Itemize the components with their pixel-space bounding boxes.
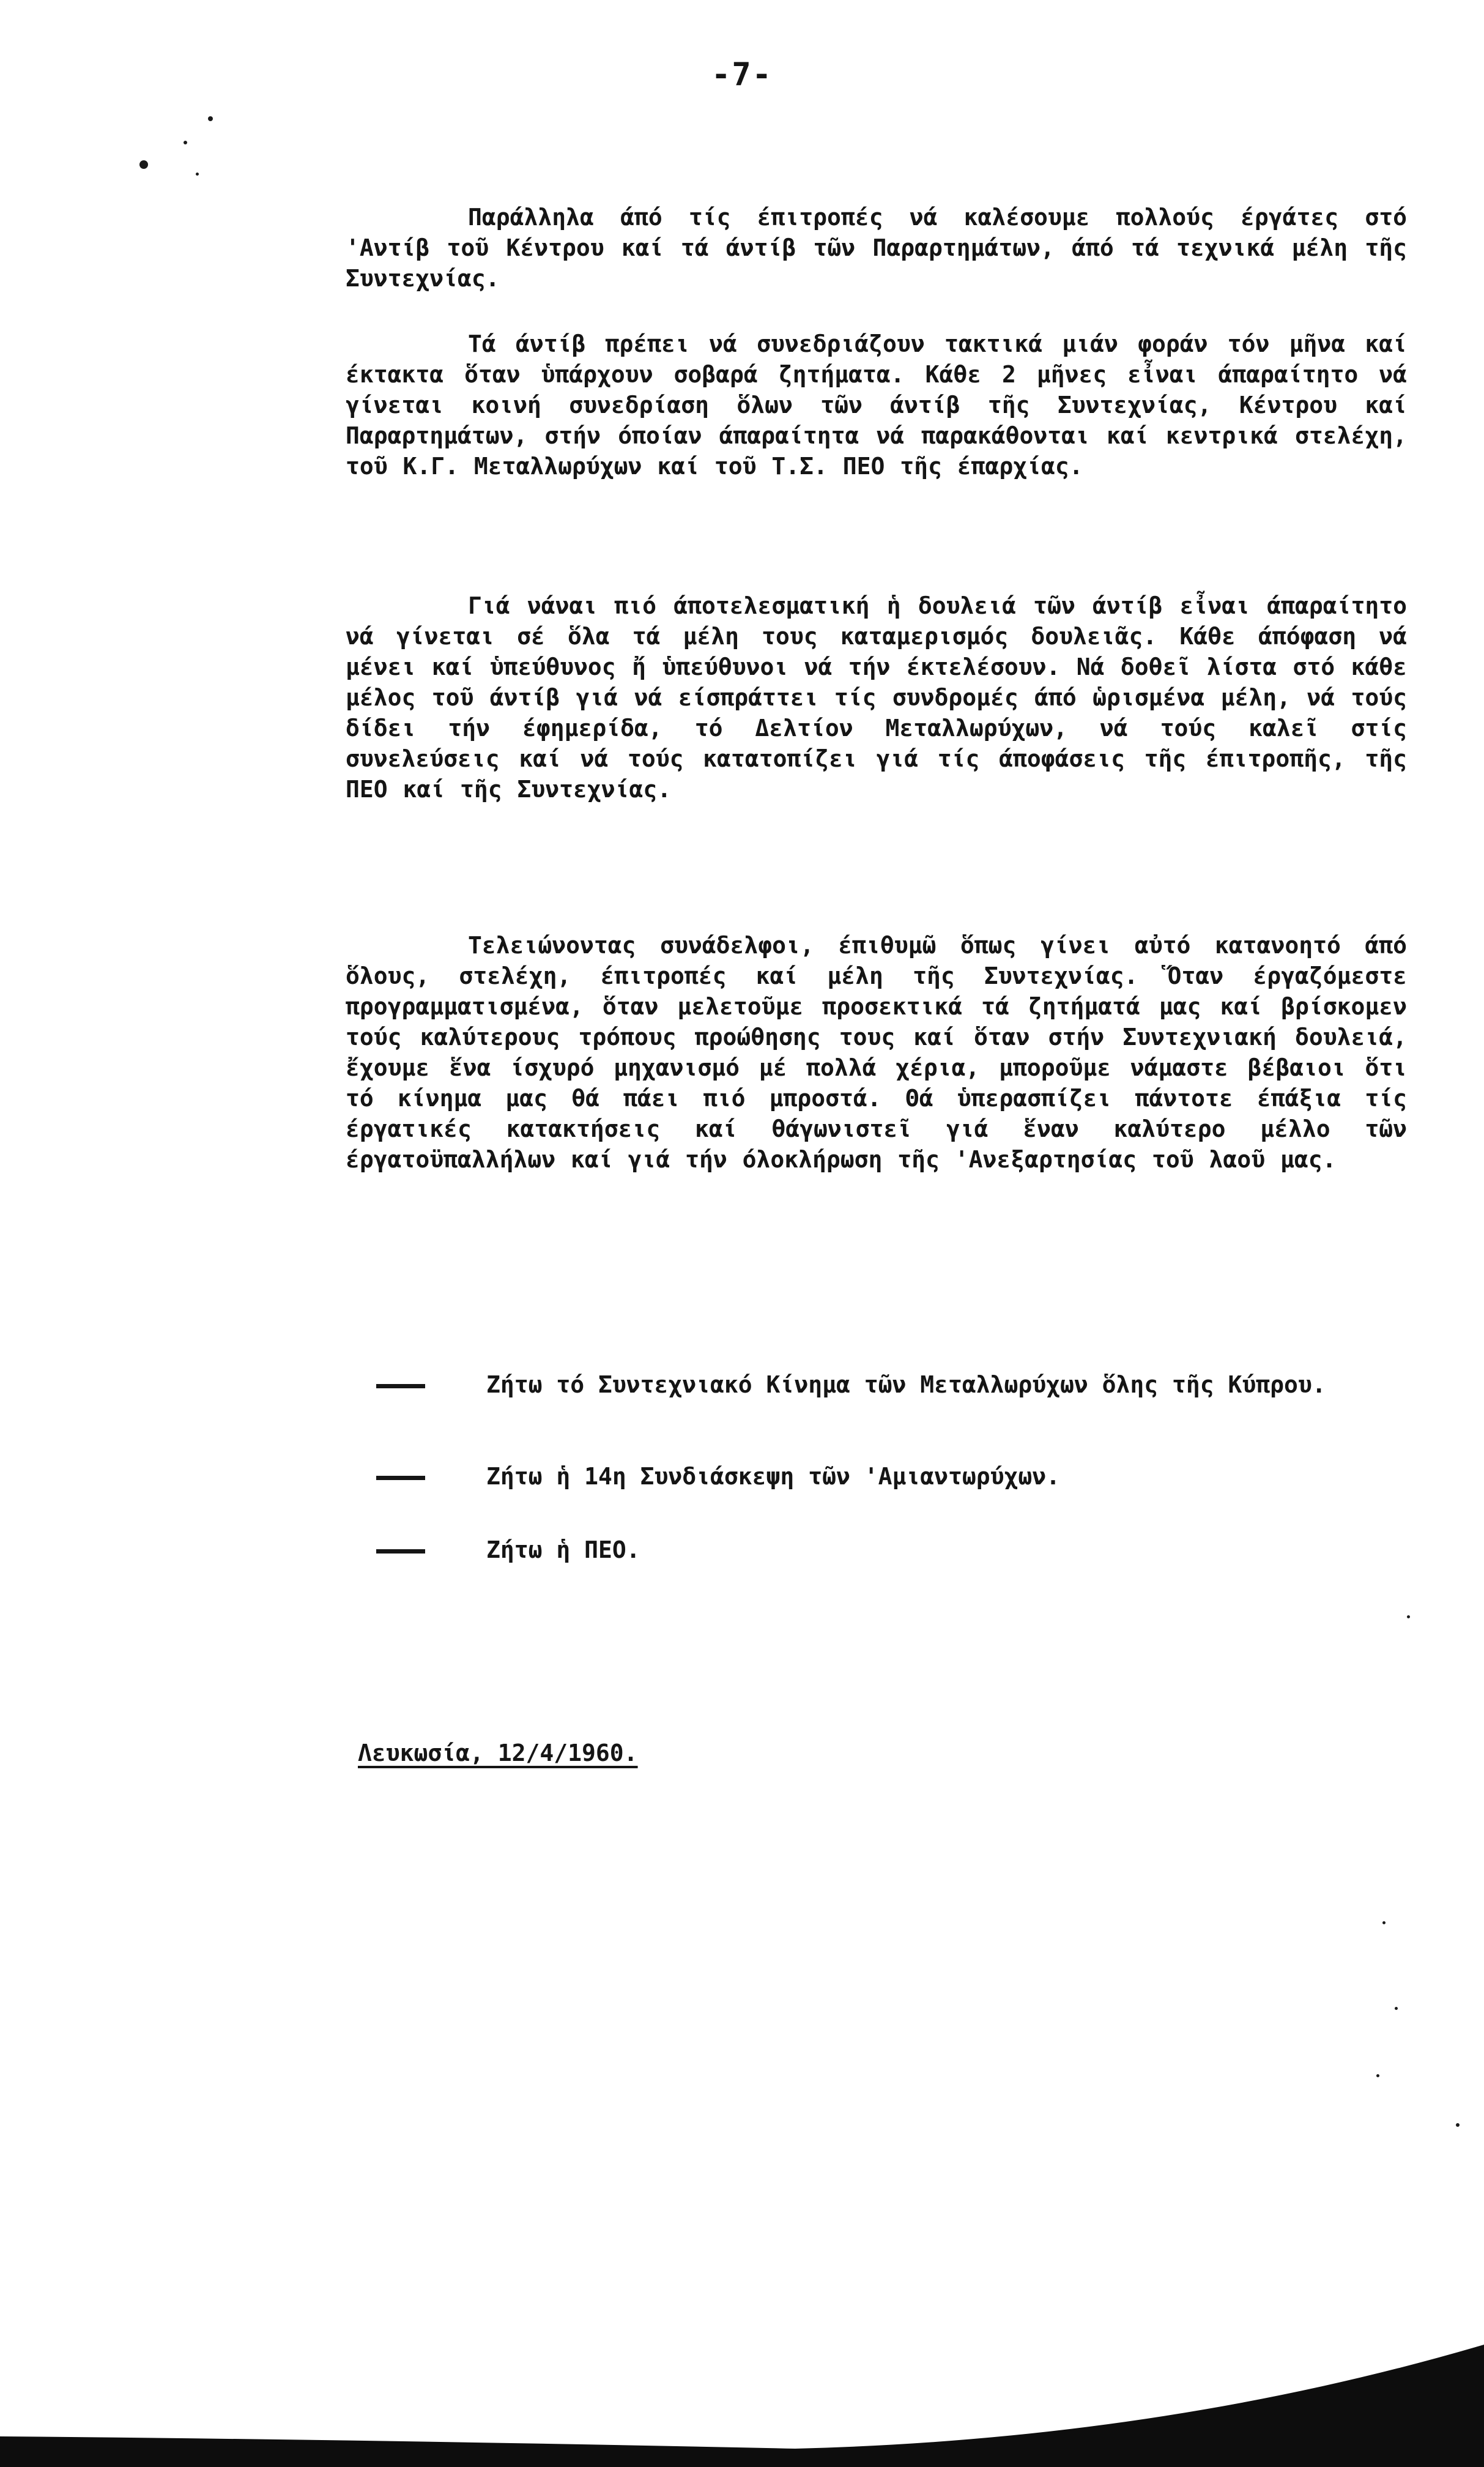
paragraph-1: Παράλληλα άπό τίς έπιτροπές νά καλέσουμε πολλούς έργάτες στό 'Αντίβ τοῦ Κέντρου καί τά άντίβ τῶν Παραρτημάτων, άπό τά τεχνικά μέλη τῆς Συντεχνίας. bbox=[346, 204, 1407, 292]
slogan-text: Ζήτω ἡ ΠΕΟ. bbox=[486, 1536, 640, 1563]
scan-speck bbox=[184, 141, 187, 144]
dash-bullet bbox=[376, 1549, 425, 1554]
scan-speck bbox=[208, 116, 213, 121]
dash-bullet bbox=[376, 1476, 425, 1480]
scan-speck bbox=[1407, 1615, 1410, 1618]
paragraph-3: Γιά νάναι πιό άποτελεσματική ἡ δουλειά τῶν άντίβ εἶναι άπαραίτητο νά γίνεται σέ ὅλα τά μέλη τους καταμερισμός δουλειᾶς. Κάθε άπόφαση νά μένει καί ὑπεύθυνος ἤ ὑπεύθυνοι νά τήν έκτελέσουν. Νά δοθεῖ λίστα στό κάθε μέλος τοῦ άντίβ γιά νά είσπράττει τίς συνδρομές άπό ὡρισμένα μέλη, νά τούς δίδει τήν έφημερίδα, τό Δελτίον Μεταλλωρύχων, νά τούς καλεῖ στίς συνελεύσεις καί νά τούς κατατοπίζει γιά τίς άποφάσεις τῆς έπιτροπῆς, τῆς ΠΕΟ καί τῆς Συντεχνίας. bbox=[346, 592, 1407, 803]
scan-speck bbox=[1395, 2007, 1398, 2010]
place-date: Λευκωσία, 12/4/1960. bbox=[358, 1740, 638, 1766]
paragraph-4: Τελειώνοντας συνάδελφοι, έπιθυμῶ ὅπως γίνει αὐτό κατανοητό άπό ὅλους, στελέχη, έπιτροπές καί μέλη τῆς Συντεχνίας. Ὅταν έργαζόμεστε προγραμματισμένα, ὅταν μελετοῦμε προσεκτικά τά ζητήματά μας καί βρίσκομεν τούς καλύτερους τρόπους προώθησης τους καί ὅταν στήν Συντεχνιακή δουλειά, ἔχουμε ἕνα ίσχυρό μηχανισμό μέ πολλά χέρια, μποροῦμε νάμαστε βέβαιοι ὅτι τό κίνημα μας θά πάει πιό μπροστά. Θά ὑπερασπίζει πάντοτε έπάξια τίς έργατικές κατακτήσεις καί θάγωνιστεῖ γιά ἕναν καλύτερο μέλλο τῶν έργατοϋπαλλήλων καί γιά τήν όλοκλήρωση τῆς 'Ανεξαρτησίας τοῦ λαοῦ μας. bbox=[346, 932, 1407, 1173]
scan-edge-shadow bbox=[0, 2308, 1484, 2467]
dash-bullet bbox=[376, 1384, 425, 1388]
scan-speck bbox=[139, 160, 148, 169]
page-number: -7- bbox=[711, 56, 773, 93]
paragraph-2: Τά άντίβ πρέπει νά συνεδριάζουν τακτικά μιάν φοράν τόν μῆνα καί έκτακτα ὅταν ὑπάρχουν σοβαρά ζητήματα. Κάθε 2 μῆνες εἶναι άπαραίτητο νά γίνεται κοινή συνεδρίαση ὅλων τῶν άντίβ τῆς Συντεχνίας, Κέντρου καί Παραρτημάτων, στήν όποίαν άπαραίτητα νά παρακάθονται καί κεντρικά στελέχη, τοῦ Κ.Γ. Μεταλλωρύχων καί τοῦ Τ.Σ. ΠΕΟ τῆς έπαρχίας. bbox=[346, 330, 1407, 480]
scan-speck bbox=[1376, 2074, 1379, 2077]
scan-speck bbox=[1382, 1921, 1386, 1924]
scan-speck bbox=[196, 173, 199, 176]
slogan-text: Ζήτω τό Συντεχνιακό Κίνημα τῶν Μεταλλωρύχων ὅλης τῆς Κύπρου. bbox=[486, 1371, 1326, 1398]
scan-speck bbox=[1456, 2123, 1460, 2127]
slogan-text: Ζήτω ἡ 14η Συνδιάσκεψη τῶν 'Αμιαντωρύχων. bbox=[486, 1463, 1060, 1490]
